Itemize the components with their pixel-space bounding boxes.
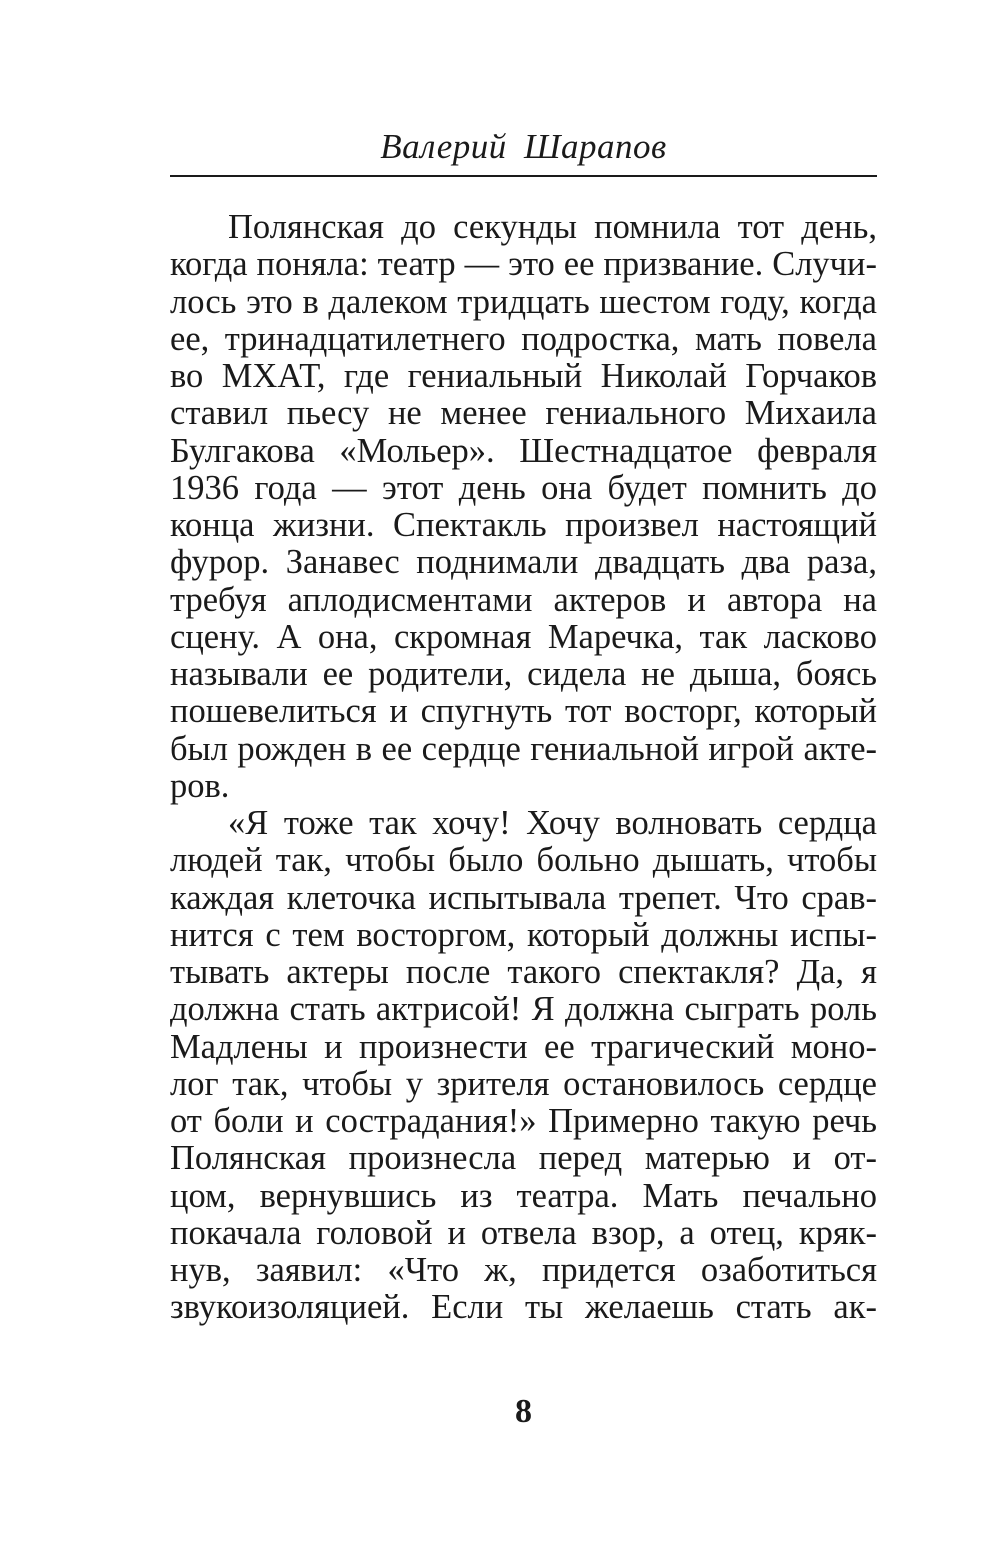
text-line: Полянская произнесла перед матерью и от- bbox=[170, 1139, 877, 1178]
text-line: от боли и сострадания!» Примерно такую речь bbox=[170, 1102, 877, 1140]
running-head-author: Валерий Шарапов bbox=[380, 127, 667, 166]
text-line: ров. bbox=[170, 766, 230, 805]
paragraph-2 bbox=[170, 805, 877, 1327]
text-line: называли ее родители, сидела не дыша, боясь bbox=[170, 655, 877, 693]
text-line: должна стать актрисой! Я должна сыграть роль bbox=[170, 990, 877, 1029]
text-line: ставил пьесу не менее гениального Михаила bbox=[170, 394, 877, 433]
text-line: покачала головой и отвела взор, а отец, кряк- bbox=[170, 1213, 877, 1252]
text-line: Булгакова «Мольер». Шестнадцатое февраля bbox=[170, 431, 877, 470]
text-line: во МХАТ, где гениальный Николай Горчаков bbox=[170, 357, 877, 395]
text-line: нув, заявил: «Что ж, придется озаботиться bbox=[170, 1251, 877, 1289]
text-line: был рожден в ее сердце гениальной игрой акте- bbox=[170, 729, 877, 768]
text-line: сцену. А она, скромная Маречка, так ласково bbox=[170, 617, 877, 656]
text-line: цом, вернувшись из театра. Мать печально bbox=[170, 1176, 877, 1215]
text-line: конца жизни. Спектакль произвел настоящий bbox=[170, 506, 877, 544]
text-line: фурор. Занавес поднимали двадцать два раза, bbox=[170, 543, 877, 582]
text-line: Мадлены и произнести ее трагический моно- bbox=[170, 1027, 877, 1066]
text-line: звукоизоляцией. Если ты желаешь стать ак- bbox=[170, 1288, 877, 1327]
text-line: лось это в далеком тридцать шестом году, когда bbox=[170, 282, 877, 321]
page-number: 8 bbox=[515, 1393, 532, 1430]
text-line: Полянская до секунды помнила тот день, bbox=[228, 208, 877, 246]
text-line: людей так, чтобы было больно дышать, чтобы bbox=[170, 841, 877, 880]
text-line: тывать актеры после такого спектакля? Да, я bbox=[170, 953, 877, 991]
text-line: каждая клеточка испытывала трепет. Что срав- bbox=[170, 878, 877, 917]
text-line: пошевелиться и спугнуть тот восторг, который bbox=[170, 692, 877, 731]
text-line: лог так, чтобы у зрителя остановилось сердце bbox=[170, 1064, 877, 1103]
text-line: когда поняла: театр — это ее призвание. Случи- bbox=[170, 245, 877, 284]
header-rule bbox=[170, 175, 877, 177]
text-line: «Я тоже так хочу! Хочу волновать сердца bbox=[228, 804, 877, 842]
text-line: нится с тем восторгом, который должны испы- bbox=[170, 915, 877, 954]
text-line: требуя аплодисментами актеров и автора на bbox=[170, 580, 877, 619]
text-line: 1936 года — этот день она будет помнить до bbox=[170, 468, 877, 507]
text-line: ее, тринадцатилетнего подростка, мать повела bbox=[170, 319, 877, 358]
paragraph-1 bbox=[170, 209, 877, 805]
body-text bbox=[170, 209, 877, 1327]
